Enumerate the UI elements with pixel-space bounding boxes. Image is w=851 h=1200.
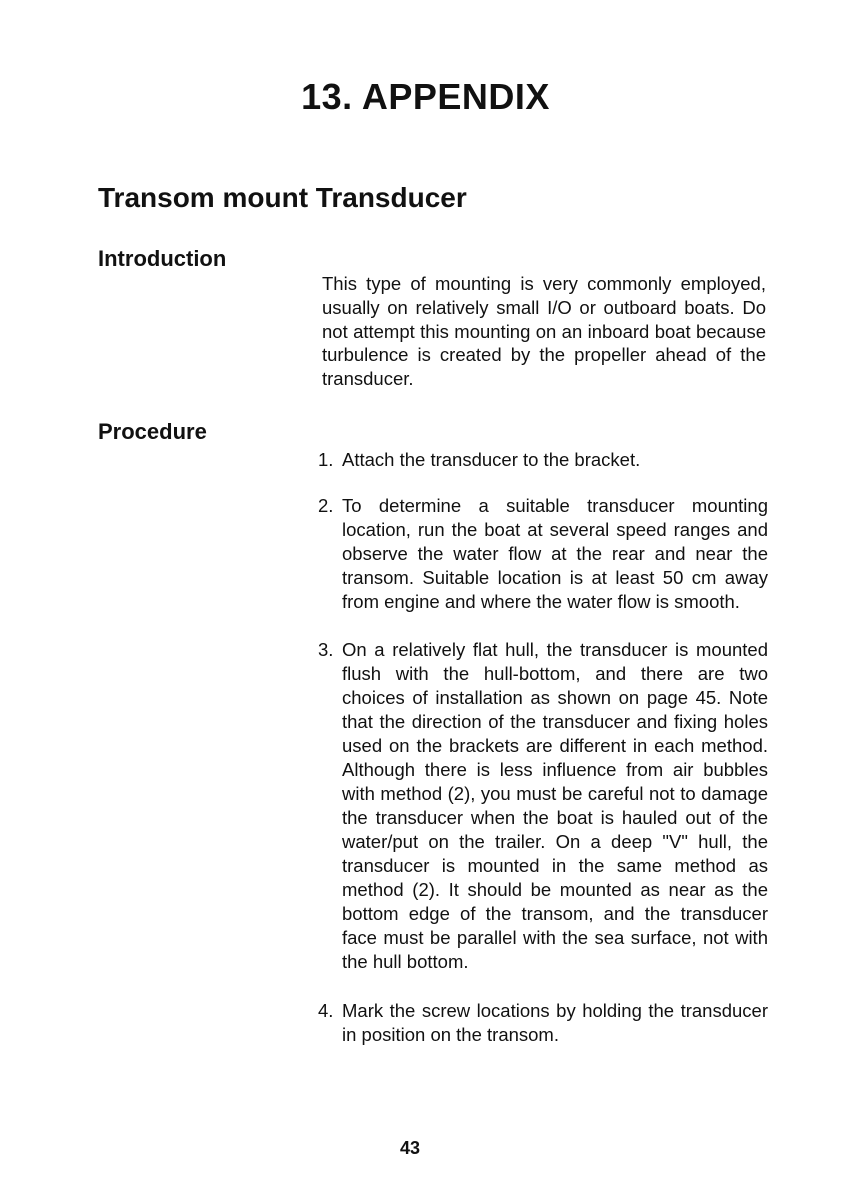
step-text: Mark the screw locations by holding the transducer in position on the transom. [342, 1000, 768, 1045]
step-text: To determine a suitable transducer mounting location, run the boat at several speed ranges and observe the water flow at the rear and near the transom. Suitable location is at least 50 cm away from engine and where the water flow is smooth. [342, 495, 768, 612]
page-title: 13. APPENDIX [301, 76, 550, 117]
procedure-step [318, 999, 768, 1047]
procedure-step [318, 448, 768, 472]
introduction-heading: Introduction [98, 246, 227, 271]
procedure-step [318, 494, 768, 614]
step-text: Attach the transducer to the bracket. [342, 449, 641, 470]
section-title: Transom mount Transducer [98, 182, 467, 213]
step-number: 1. [318, 449, 334, 470]
step-number: 2. [318, 495, 334, 516]
procedure-step [318, 638, 768, 974]
procedure-heading: Procedure [98, 419, 207, 444]
step-number: 3. [318, 639, 334, 660]
introduction-text: This type of mounting is very commonly employed, usually on relatively small I/O or outboard boats. Do not attempt this mounting on an inboard boat because turbulence is created by the propeller ahead of the transducer. [322, 273, 766, 390]
step-text: On a relatively flat hull, the transducer is mounted flush with the hull-bottom, and there are two choices of installation as shown on page 45. Note that the direction of the transducer and fixing holes used on the brackets are different in each method. Although there is less influence from air bubbles with method (2), you must be careful not to damage the transducer when the boat is hauled out of the water/put on the trailer. On a deep "V" hull, the transducer is mounted in the same method as method (2). It should be mounted as near as the bottom edge of the transom, and the transducer face must be parallel with the sea surface, not with the hull bottom. [342, 639, 768, 972]
page-number: 43 [399, 1138, 421, 1158]
step-number: 4. [318, 1000, 334, 1021]
